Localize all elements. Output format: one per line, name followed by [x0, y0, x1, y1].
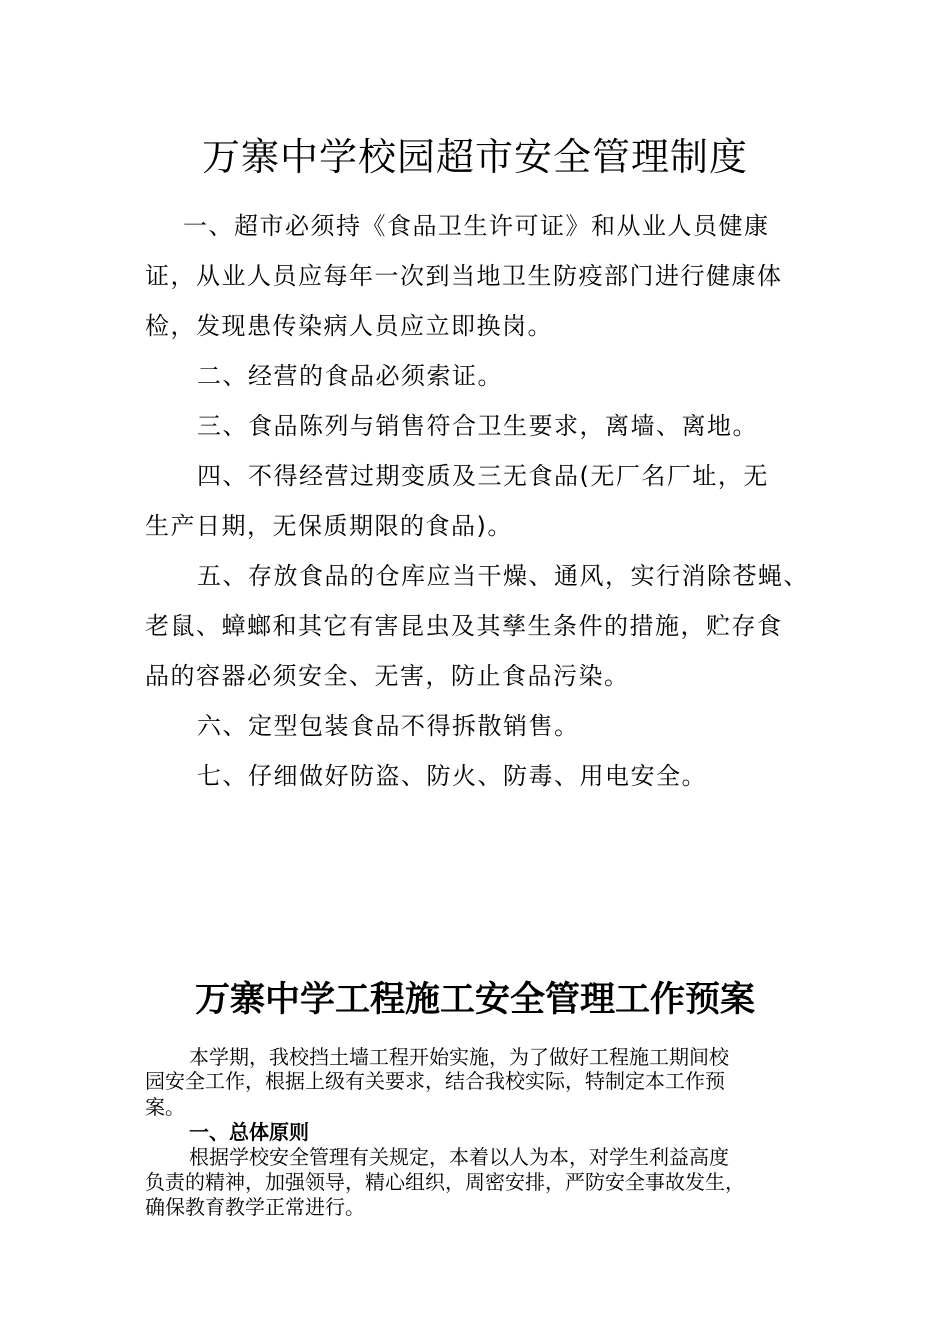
rule-line: 二、经营的食品必须索证。 — [197, 362, 503, 390]
plan-line: 案。 — [145, 1095, 185, 1119]
section-heading: 一、总体原则 — [189, 1120, 309, 1144]
rule-line: 老鼠、蟑螂和其它有害昆虫及其孳生条件的措施，贮存食 — [145, 612, 783, 640]
rule-line: 一、超市必须持《食品卫生许可证》和从业人员健康 — [183, 212, 770, 240]
document-title-construction: 万寨中学工程施工安全管理工作预案 — [194, 980, 755, 1020]
rule-line: 四、不得经营过期变质及三无食品(无厂名厂址，无 — [197, 462, 769, 490]
plan-line: 确保教育教学正常进行。 — [145, 1195, 365, 1219]
rule-line: 检，发现患传染病人员应立即换岗。 — [145, 312, 553, 340]
rule-line: 生产日期，无保质期限的食品)。 — [145, 512, 513, 540]
document-title-supermarket: 万寨中学校园超市安全管理制度 — [201, 135, 748, 179]
rule-line: 五、存放食品的仓库应当干燥、通风，实行消除苍蝇、 — [197, 562, 809, 590]
plan-line: 负责的精神，加强领导，精心组织，周密安排，严防安全事故发生， — [145, 1170, 745, 1194]
plan-line: 本学期，我校挡土墙工程开始实施，为了做好工程施工期间校 — [189, 1045, 729, 1069]
rule-line: 三、食品陈列与销售符合卫生要求，离墙、离地。 — [197, 412, 758, 440]
rule-line: 证，从业人员应每年一次到当地卫生防疫部门进行健康体 — [145, 262, 783, 290]
rule-line: 七、仔细做好防盗、防火、防毒、用电安全。 — [197, 762, 707, 790]
plan-line: 根据学校安全管理有关规定，本着以人为本，对学生利益高度 — [189, 1145, 729, 1169]
rule-line: 六、定型包装食品不得拆散销售。 — [197, 712, 580, 740]
plan-line: 园安全工作，根据上级有关要求，结合我校实际，特制定本工作预 — [145, 1069, 725, 1093]
rule-line: 品的容器必须安全、无害，防止食品污染。 — [145, 662, 630, 690]
